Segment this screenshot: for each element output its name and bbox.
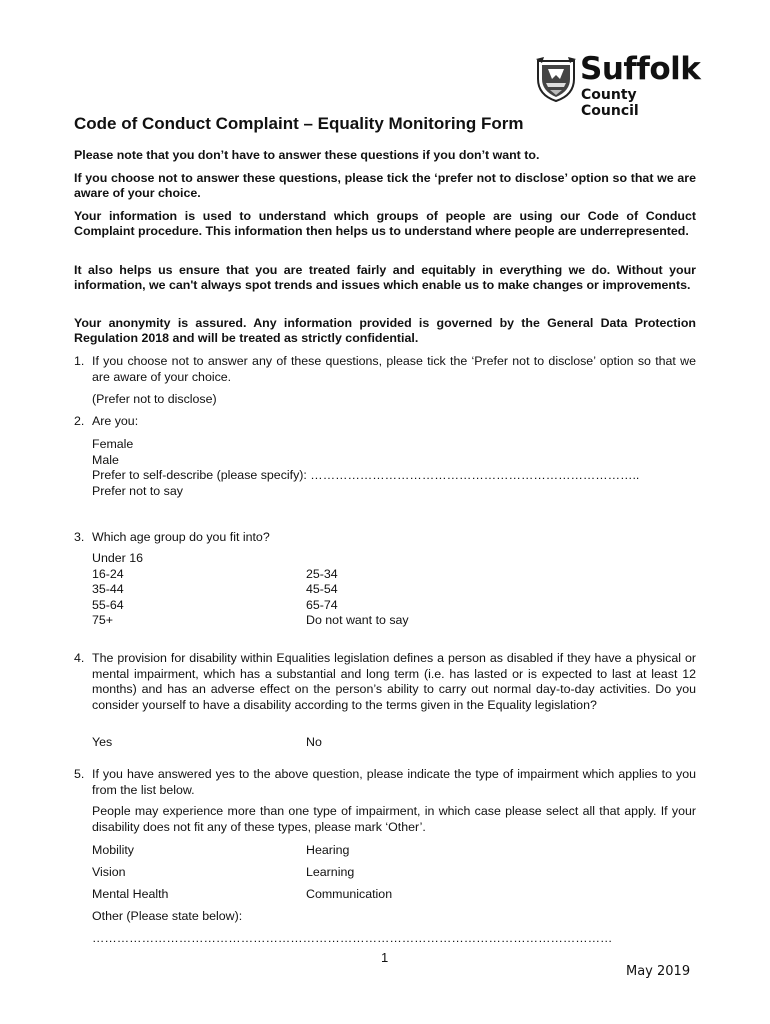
option-age-do-not-want-to-say[interactable]: Do not want to say bbox=[306, 613, 409, 627]
intro-paragraph-5: Your anonymity is assured. Any information provided is governed by the General Data Protection Regulation 2018 and will be treated as strictly confidential. bbox=[74, 316, 696, 346]
question-5-note bbox=[74, 804, 696, 835]
page-title: Code of Conduct Complaint – Equality Monitoring Form bbox=[74, 114, 524, 133]
footer-date: May 2019 bbox=[626, 964, 691, 979]
question-1 bbox=[74, 354, 696, 385]
option-female[interactable]: Female bbox=[92, 437, 134, 451]
option-age-55-64[interactable]: 55-64 bbox=[92, 598, 124, 612]
question-5 bbox=[74, 767, 696, 798]
option-age-35-44[interactable]: 35-44 bbox=[92, 582, 124, 596]
page-number: 1 bbox=[381, 950, 389, 965]
question-2 bbox=[74, 414, 696, 430]
option-age-under-16[interactable]: Under 16 bbox=[92, 551, 143, 565]
question-text: If you have answered yes to the above question, please indicate the type of impairment which applies to you from the list below. bbox=[92, 767, 696, 797]
intro-paragraph-2: If you choose not to answer these questions, please tick the ‘prefer not to disclose’ option so that we are aware of your choice. bbox=[74, 171, 696, 201]
option-age-75-plus[interactable]: 75+ bbox=[92, 613, 114, 627]
logo-line1: Suffolk bbox=[580, 51, 701, 87]
option-other[interactable]: Other (Please state below): bbox=[92, 909, 243, 923]
option-vision[interactable]: Vision bbox=[92, 865, 126, 879]
option-hearing[interactable]: Hearing bbox=[306, 843, 350, 857]
question-number: 5. bbox=[74, 767, 85, 781]
question-text: Which age group do you fit into? bbox=[92, 530, 270, 544]
question-number: 2. bbox=[74, 414, 85, 428]
coat-of-arms-icon bbox=[536, 57, 576, 103]
option-mobility[interactable]: Mobility bbox=[92, 843, 134, 857]
question-note: People may experience more than one type of impairment, in which case please select all that apply. If your disability does not fit any of these types, please mark ‘Other’. bbox=[92, 804, 696, 834]
other-details-line[interactable]: ……………………………………………………………………………………………………………… bbox=[92, 931, 613, 945]
suffolk-logo bbox=[536, 51, 701, 119]
option-disability-no[interactable]: No bbox=[306, 735, 322, 749]
option-age-45-54[interactable]: 45-54 bbox=[306, 582, 338, 596]
option-communication[interactable]: Communication bbox=[306, 887, 393, 901]
question-3 bbox=[74, 530, 696, 546]
option-mental-health[interactable]: Mental Health bbox=[92, 887, 169, 901]
intro-paragraph-3: Your information is used to understand which groups of people are using our Code of Conduct Complaint procedure. This information then helps us to understand where people are underrepresented. bbox=[74, 209, 696, 239]
question-number: 3. bbox=[74, 530, 85, 544]
option-male[interactable]: Male bbox=[92, 453, 119, 467]
question-number: 4. bbox=[74, 651, 85, 665]
question-text: Are you: bbox=[92, 414, 139, 428]
option-disability-yes[interactable]: Yes bbox=[92, 735, 113, 749]
option-learning[interactable]: Learning bbox=[306, 865, 355, 879]
option-self-describe[interactable]: Prefer to self-describe (please specify): …………………………………………………………………….. bbox=[92, 468, 640, 482]
option-age-16-24[interactable]: 16-24 bbox=[92, 567, 124, 581]
intro-paragraph-4: It also helps us ensure that you are treated fairly and equitably in everything we do. Without your information, we can't always spot trends and issues which enable us to make changes or improvements. bbox=[74, 263, 696, 293]
option-age-25-34[interactable]: 25-34 bbox=[306, 567, 338, 581]
intro-paragraph-1: Please note that you don’t have to answer these questions if you don’t want to. bbox=[74, 148, 540, 162]
question-number: 1. bbox=[74, 354, 85, 368]
option-age-65-74[interactable]: 65-74 bbox=[306, 598, 338, 612]
question-text: If you choose not to answer any of these questions, please tick the ‘Prefer not to disclose’ option so that we are aware of your choice. bbox=[92, 354, 696, 384]
logo-line2: County Council bbox=[581, 87, 639, 119]
question-text: The provision for disability within Equalities legislation defines a person as disabled if they have a physical or mental impairment, which has a substantial and long term (i.e. has lasted or is expected to last at least 12 months) and has an adverse effect on the person’s ability to carry out normal day-to-day activities. Do you consider yourself to have a disability according to the terms given in the Equality legislation? bbox=[92, 651, 696, 712]
question-4 bbox=[74, 651, 696, 713]
option-prefer-not-to-say[interactable]: Prefer not to say bbox=[92, 484, 183, 498]
option-prefer-not-disclose[interactable]: (Prefer not to disclose) bbox=[92, 392, 217, 406]
